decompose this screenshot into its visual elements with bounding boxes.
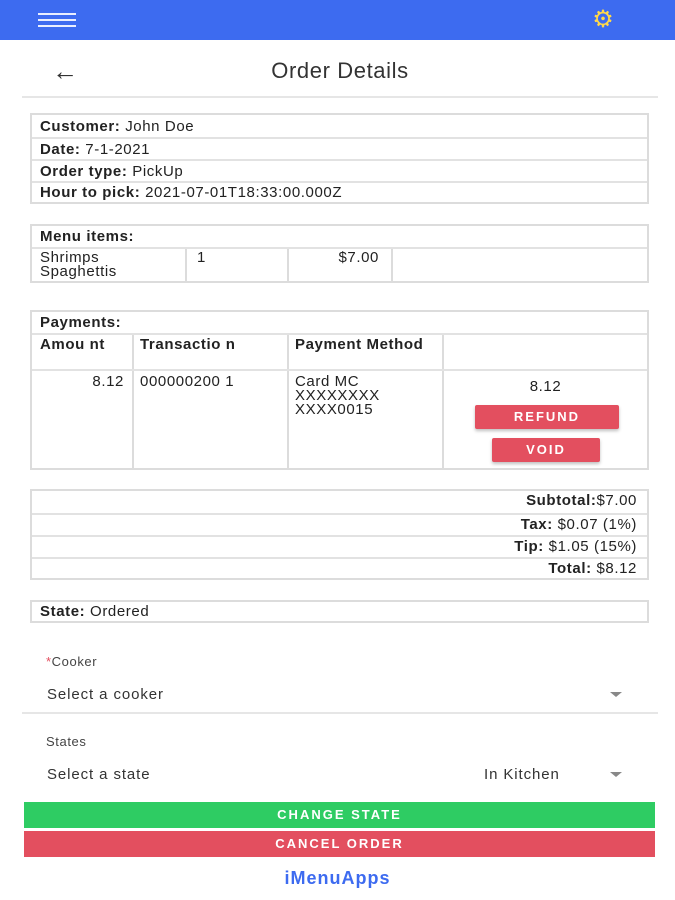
- subtotal-label: Subtotal:: [526, 492, 597, 509]
- cooker-label-text: Cooker: [51, 654, 98, 669]
- states-select-placeholder: Select a state: [47, 766, 151, 783]
- item-price: $7.00: [287, 249, 391, 281]
- cooker-label: [46, 654, 97, 669]
- cooker-select-placeholder: Select a cooker: [47, 686, 164, 703]
- subtotal-row: [32, 491, 647, 513]
- column-header-amount: Amou nt: [40, 336, 106, 353]
- item-quantity: 1: [185, 249, 287, 281]
- footer-brand[interactable]: iMenuApps: [284, 868, 391, 888]
- hour-label: Hour to pick:: [40, 184, 141, 201]
- state-box: [30, 600, 649, 623]
- payments-table: [30, 310, 649, 470]
- item-note: [391, 249, 647, 281]
- cancel-order-button[interactable]: CANCEL ORDER: [24, 831, 655, 857]
- customer-row: [32, 115, 647, 137]
- app-bar: [0, 0, 675, 40]
- cooker-select[interactable]: [22, 680, 658, 714]
- menu-items-table: [30, 224, 649, 283]
- totals-table: [30, 489, 649, 580]
- total-row: [32, 557, 647, 579]
- state-value: Ordered: [85, 603, 150, 620]
- refund-button[interactable]: REFUND: [475, 405, 619, 429]
- column-header-transaction: Transactio n: [132, 335, 287, 369]
- column-header-payment-method: Payment Method: [287, 335, 442, 369]
- order-type-row: [32, 159, 647, 181]
- customer-value: John Doe: [120, 117, 195, 135]
- payments-title: Payments:: [40, 314, 122, 331]
- tax-label: Tax:: [520, 516, 553, 533]
- total-label: Total:: [548, 560, 592, 577]
- date-label: Date:: [40, 140, 81, 158]
- payments-header-row: [32, 333, 647, 369]
- states-select-value: In Kitchen: [484, 766, 560, 783]
- hour-value: 2021-07-01T18:33:00.000Z: [140, 184, 343, 201]
- order-type-label: Order type:: [40, 162, 128, 180]
- chevron-down-icon: [610, 692, 622, 697]
- menu-items-title: Menu items:: [40, 228, 135, 245]
- page-title: Order Details: [271, 58, 409, 83]
- hamburger-menu-icon[interactable]: [38, 13, 76, 27]
- back-arrow-icon[interactable]: ←: [52, 56, 78, 86]
- date-value: 7-1-2021: [80, 140, 151, 158]
- customer-label: Customer:: [40, 117, 121, 135]
- chevron-down-icon: [610, 772, 622, 777]
- table-row: [32, 247, 647, 281]
- table-row: [32, 369, 647, 468]
- payment-action-amount: 8.12: [529, 378, 562, 395]
- void-button[interactable]: VOID: [492, 438, 600, 462]
- item-name: Shrimps Spaghettis: [40, 249, 117, 280]
- tax-row: [32, 513, 647, 535]
- payment-amount: 8.12: [92, 373, 124, 390]
- column-header-actions: [442, 335, 647, 369]
- tax-value: $0.07 (1%): [552, 516, 637, 533]
- date-row: [32, 137, 647, 159]
- tip-label: Tip:: [514, 538, 544, 555]
- order-type-value: PickUp: [127, 162, 184, 180]
- state-label: State:: [40, 603, 86, 620]
- states-select[interactable]: [22, 760, 658, 792]
- required-mark: *: [46, 654, 52, 669]
- tip-value: $1.05 (15%): [543, 538, 637, 555]
- payment-transaction: 000000200 1: [132, 371, 287, 468]
- change-state-button[interactable]: CHANGE STATE: [24, 802, 655, 828]
- page-header: [22, 48, 658, 98]
- total-value: $8.12: [591, 560, 637, 577]
- customer-info-table: [30, 113, 649, 204]
- state-row: [32, 602, 647, 621]
- hour-row: [32, 181, 647, 202]
- gear-icon[interactable]: ⚙: [592, 6, 614, 33]
- payment-actions: [442, 371, 647, 468]
- states-label: States: [46, 734, 87, 749]
- tip-row: [32, 535, 647, 557]
- subtotal-value: $7.00: [596, 492, 637, 509]
- payment-method: Card MC XXXXXXXX XXXX0015: [287, 371, 442, 468]
